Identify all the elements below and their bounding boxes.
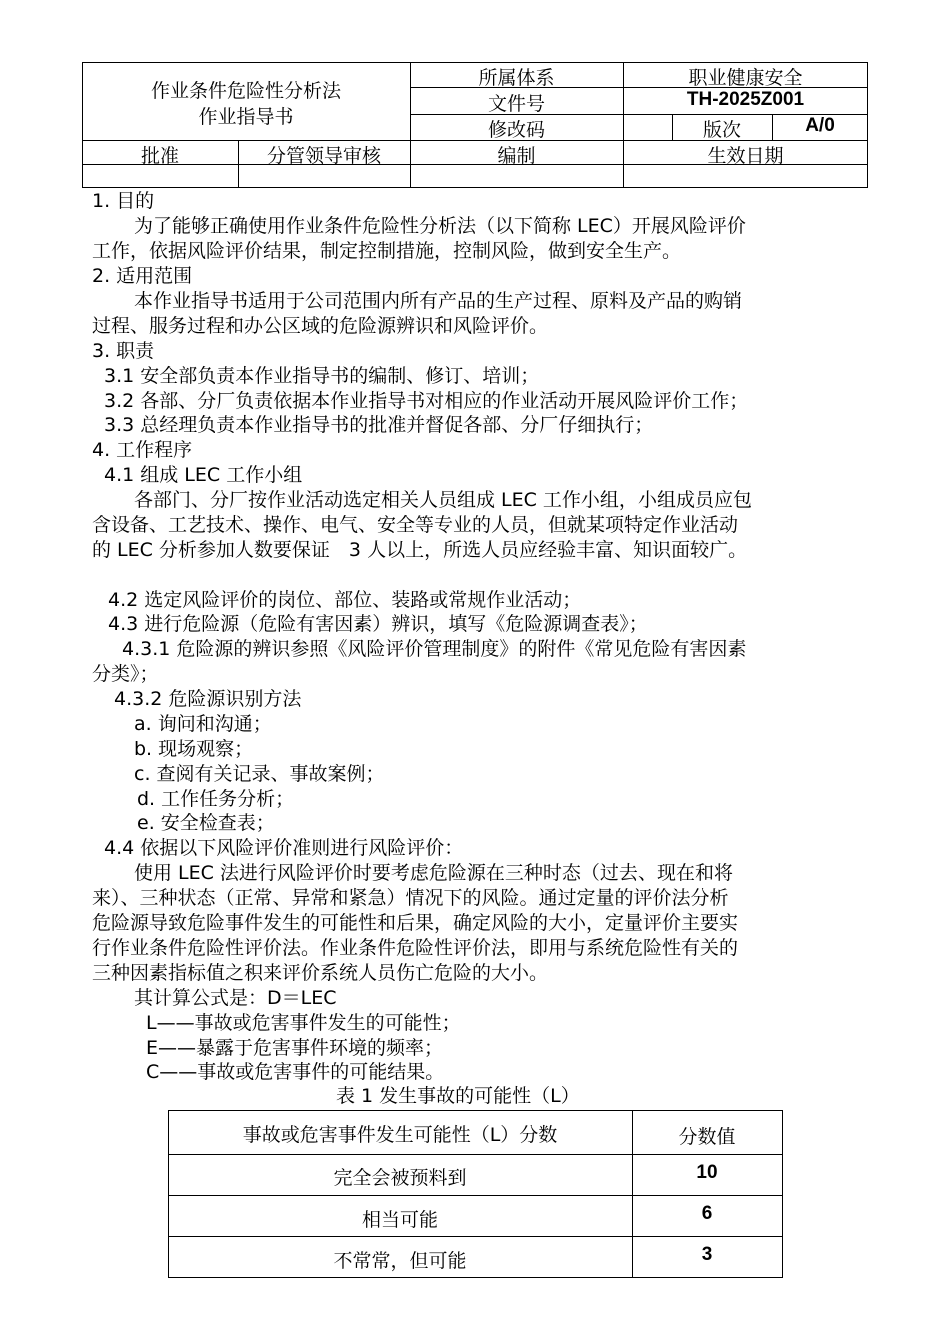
list-item: 4.3 进行危险源（危险有害因素）辨识，填写《危险源调查表》； xyxy=(108,613,648,635)
subsection-heading: 4.4 依据以下风险评价准则进行风险评价： xyxy=(104,837,464,859)
list-item: b. 现场观察； xyxy=(134,738,254,760)
formula-definition: C——事故或危害事件的可能结果。 xyxy=(146,1061,445,1083)
table-cell-score: 6 xyxy=(701,1203,713,1224)
formula-line: 其计算公式是：D＝LEC xyxy=(134,987,337,1009)
version-value: A/0 xyxy=(805,115,835,136)
revision-label: 修改码 xyxy=(487,119,545,141)
docno-value: TH-2025Z001 xyxy=(686,89,805,110)
doc-title-line1: 作业条件危险性分析法 xyxy=(150,80,341,102)
section-heading: 3. 职责 xyxy=(92,340,155,362)
paragraph-line: 使用 LEC 法进行风险评价时要考虑危险源在三种时态（过去、现在和将 xyxy=(134,862,733,884)
list-item: 3.1 安全部负责本作业指导书的编制、修订、培训； xyxy=(104,365,540,387)
paragraph-line: 三种因素指标值之积来评价系统人员伤亡危险的大小。 xyxy=(92,962,549,984)
list-item: a. 询问和沟通； xyxy=(134,713,272,735)
list-item: e. 安全检查表； xyxy=(137,812,275,834)
list-item: 3.3 总经理负责本作业指导书的批准并督促各部、分厂仔细执行； xyxy=(104,414,654,436)
section-heading: 2. 适用范围 xyxy=(92,265,193,287)
table-header-description: 事故或危害事件发生可能性（L）分数 xyxy=(242,1124,558,1146)
paragraph-line: 本作业指导书适用于公司范围内所有产品的生产过程、原料及产品的购销 xyxy=(134,290,743,312)
section-heading: 1. 目的 xyxy=(92,190,155,212)
paragraph-line: 行作业条件危险性评价法。作业条件危险性评价法，即用与系统危险性有关的 xyxy=(92,937,739,959)
list-item: 分类》； xyxy=(92,663,159,685)
formula-definition: E——暴露于危害事件环境的频率； xyxy=(146,1037,444,1059)
subsection-heading: 4.1 组成 LEC 工作小组 xyxy=(104,464,303,486)
version-label: 版次 xyxy=(702,119,741,141)
paragraph-line: 来）、三种状态（正常、异常和紧急）情况下的风险。通过定量的评价法分析 xyxy=(92,887,729,909)
review-label: 分管领导审核 xyxy=(266,145,381,167)
list-item: d. 工作任务分析； xyxy=(137,788,295,810)
formula-definition: L——事故或危害事件发生的可能性； xyxy=(146,1012,461,1034)
table-cell-description: 相当可能 xyxy=(361,1209,438,1231)
table-cell-description: 不常常，但可能 xyxy=(333,1250,467,1272)
paragraph-line: 危险源导致危险事件发生的可能性和后果，确定风险的大小，定量评价主要实 xyxy=(92,912,739,934)
list-item: 3.2 各部、分厂负责依据本作业指导书对相应的作业活动开展风险评价工作； xyxy=(104,390,749,412)
paragraph-line: 的 LEC 分析参加人数要保证 3 人以上，所选人员应经验丰富、知识面较广。 xyxy=(92,539,748,561)
effective-date-label: 生效日期 xyxy=(707,145,784,167)
paragraph-line: 为了能够正确使用作业条件危险性分析法（以下简称 LEC）开展风险评价 xyxy=(134,215,746,237)
paragraph-line: 含设备、工艺技术、操作、电气、安全等专业的人员，但就某项特定作业活动 xyxy=(92,514,739,536)
document-header-table xyxy=(82,62,868,188)
list-item: 4.3.1 危险源的辨识参照《风险评价管理制度》的附件《常见危险有害因素 xyxy=(122,638,747,660)
docno-label: 文件号 xyxy=(487,93,545,115)
system-label: 所属体系 xyxy=(478,67,555,89)
probability-table xyxy=(168,1110,783,1278)
table-cell-score: 10 xyxy=(696,1162,718,1183)
paragraph-line: 各部门、分厂按作业活动选定相关人员组成 LEC 工作小组，小组成员应包 xyxy=(134,489,752,511)
section-heading: 4. 工作程序 xyxy=(92,439,193,461)
table-cell-score: 3 xyxy=(701,1244,713,1265)
list-item: c. 查阅有关记录、事故案例； xyxy=(134,763,385,785)
list-item: 4.3.2 危险源识别方法 xyxy=(114,688,302,710)
system-value: 职业健康安全 xyxy=(688,67,803,89)
paragraph-line: 过程、服务过程和办公区域的危险源辨识和风险评价。 xyxy=(92,315,549,337)
compile-label: 编制 xyxy=(497,145,536,167)
list-item: 4.2 选定风险评价的岗位、部位、装路或常规作业活动； xyxy=(108,589,582,611)
table-cell-description: 完全会被预料到 xyxy=(333,1167,467,1189)
table-header-score: 分数值 xyxy=(678,1126,736,1148)
paragraph-line: 工作，依据风险评价结果，制定控制措施，控制风险，做到安全生产。 xyxy=(92,240,682,262)
approve-label: 批准 xyxy=(140,145,179,167)
doc-title-line2: 作业指导书 xyxy=(198,106,294,128)
table-caption: 表 1 发生事故的可能性（L） xyxy=(336,1085,580,1107)
